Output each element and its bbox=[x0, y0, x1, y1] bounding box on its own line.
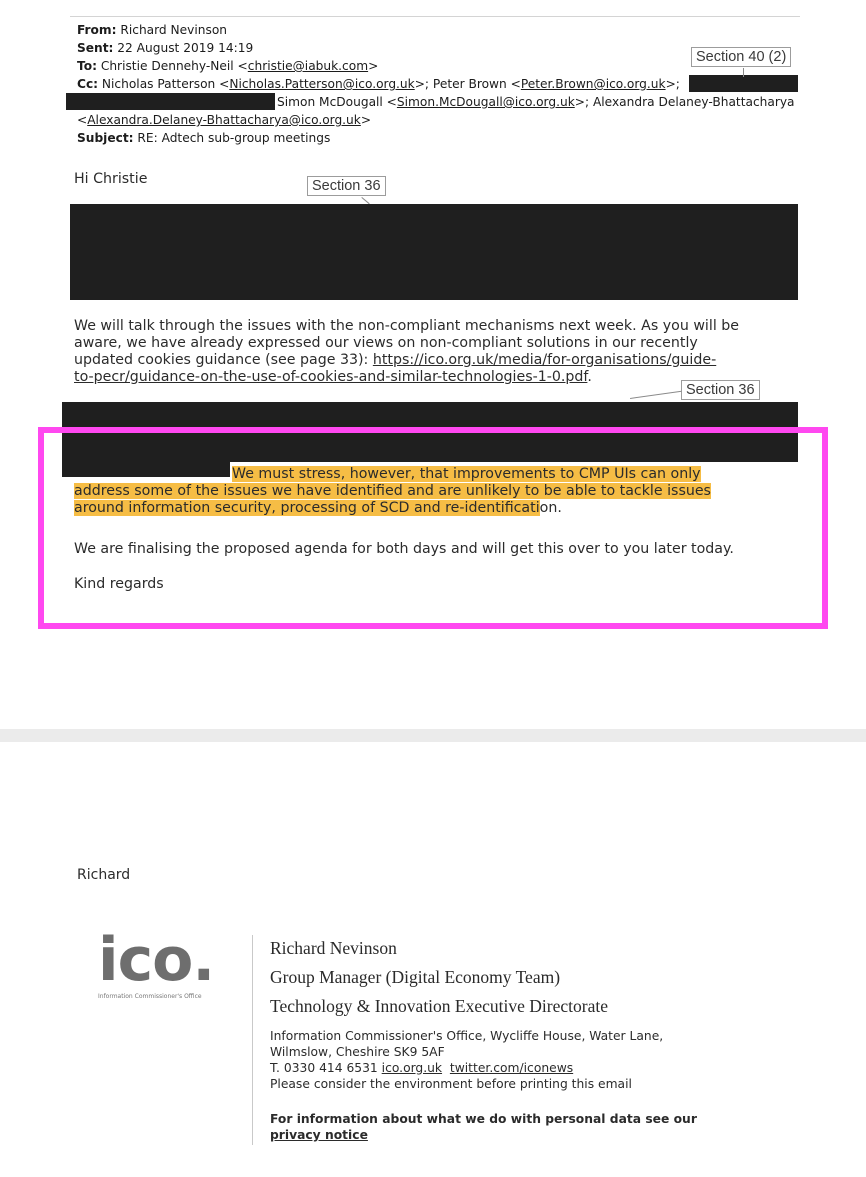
cc-3-close: >; Alexandra Delaney-Bhattacharya bbox=[574, 95, 795, 109]
cc-line bbox=[77, 75, 680, 93]
cc-4-email-link[interactable]: Alexandra.Delaney-Bhattacharya@ico.org.uk bbox=[87, 113, 361, 127]
to-close: > bbox=[368, 59, 379, 73]
highlighted-paragraph bbox=[74, 466, 804, 517]
signature-first-name: Richard bbox=[77, 867, 131, 883]
sent-label: Sent: bbox=[77, 41, 114, 55]
redaction-cc-a bbox=[689, 75, 798, 92]
address-line-1: Information Commissioner's Office, Wycliffe House, Water Lane, bbox=[270, 1029, 664, 1043]
cc-label: Cc: bbox=[77, 77, 99, 91]
subject-label: Subject: bbox=[77, 131, 134, 145]
para1-line-1: We will talk through the issues with the non-compliant mechanisms next week. As you will be bbox=[74, 318, 740, 334]
sent-value: 22 August 2019 14:19 bbox=[117, 41, 254, 55]
hl-line-1-text: We must stress, however, that improvements to CMP UIs can only bbox=[232, 466, 701, 482]
signature-contact-block bbox=[270, 1028, 663, 1092]
phone-number: T. 0330 414 6531 bbox=[270, 1061, 382, 1075]
para1-line-3-text: updated cookies guidance (see page 33): bbox=[74, 352, 373, 368]
address-line-2: Wilmslow, Cheshire SK9 5AF bbox=[270, 1045, 445, 1059]
cc-line-2 bbox=[277, 93, 795, 111]
to-email-link[interactable]: christie@iabuk.com bbox=[247, 59, 369, 73]
subject-line bbox=[77, 129, 330, 147]
twitter-link[interactable]: twitter.com/iconews bbox=[449, 1061, 574, 1075]
cc-line-3 bbox=[77, 111, 371, 129]
to-line bbox=[77, 57, 378, 75]
cc-1-email-link[interactable]: Nicholas.Patterson@ico.org.uk bbox=[229, 77, 415, 91]
cc-4-open: < bbox=[77, 113, 88, 127]
ico-logo bbox=[98, 925, 228, 1010]
from-value: Richard Nevinson bbox=[120, 23, 228, 37]
hl-line-3 bbox=[74, 500, 804, 517]
from-line bbox=[77, 21, 227, 39]
section-36-tag-a: Section 36 bbox=[307, 176, 386, 196]
redaction-cc-b bbox=[66, 93, 275, 110]
hl-line-1 bbox=[74, 466, 804, 483]
redaction-block-2 bbox=[62, 402, 798, 462]
to-name: Christie Dennehy-Neil < bbox=[100, 59, 248, 73]
redaction-block-1 bbox=[70, 204, 798, 300]
page-gap bbox=[0, 729, 866, 742]
section-40-tag: Section 40 (2) bbox=[691, 47, 791, 67]
cc-1-name: Nicholas Patterson < bbox=[101, 77, 230, 91]
cc-2-close: >; bbox=[665, 77, 680, 91]
cc-2-email-link[interactable]: Peter.Brown@ico.org.uk bbox=[520, 77, 666, 91]
cc-4-close: > bbox=[360, 113, 372, 127]
subject-value: RE: Adtech sub-group meetings bbox=[137, 131, 331, 145]
to-label: To: bbox=[77, 59, 97, 73]
hl-line-2-text: address some of the issues we have identified and are unlikely to be able to tackle issues bbox=[74, 483, 711, 499]
cookies-guidance-link-b[interactable]: to-pecr/guidance-on-the-use-of-cookies-and-similar-technologies-1-0.pdf bbox=[74, 369, 588, 385]
hl-line-2 bbox=[74, 483, 804, 500]
para1-line-3 bbox=[74, 352, 804, 369]
signature-title: Group Manager (Digital Economy Team) bbox=[270, 967, 561, 987]
from-label: From: bbox=[77, 23, 117, 37]
section-40-leader bbox=[743, 68, 744, 77]
ico-website-link[interactable]: ico.org.uk bbox=[381, 1061, 443, 1075]
section-36-leader-b bbox=[630, 391, 682, 399]
paragraph-1 bbox=[74, 318, 804, 386]
signature-divider bbox=[252, 935, 253, 1145]
greeting: Hi Christie bbox=[74, 171, 148, 187]
para1-end: . bbox=[587, 369, 592, 385]
cookies-guidance-link-a[interactable]: https://ico.org.uk/media/for-organisations/guide- bbox=[372, 352, 717, 368]
signature-name: Richard Nevinson bbox=[270, 938, 397, 958]
sent-line bbox=[77, 39, 253, 57]
privacy-block bbox=[270, 1111, 697, 1143]
paragraph-3: We are finalising the proposed agenda for both days and will get this over to you later today. bbox=[74, 541, 734, 557]
ico-logo-subtitle: Information Commissioner's Office bbox=[98, 993, 202, 1000]
cc-3-name: Simon McDougall < bbox=[277, 95, 397, 109]
phone-line bbox=[270, 1060, 663, 1076]
cc-1-close: >; Peter Brown < bbox=[414, 77, 521, 91]
closing: Kind regards bbox=[74, 576, 164, 592]
section-36-tag-b: Section 36 bbox=[681, 380, 760, 400]
environment-note: Please consider the environment before printing this email bbox=[270, 1077, 632, 1091]
hl-line-3-text: around information security, processing of SCD and re-identificati bbox=[74, 500, 540, 516]
para1-line-2: aware, we have already expressed our views on non-compliant solutions in our recently bbox=[74, 335, 698, 351]
page-top-rule bbox=[70, 16, 800, 17]
hl-line-3-rest: on. bbox=[539, 500, 562, 516]
privacy-notice-link[interactable]: privacy notice bbox=[270, 1128, 368, 1142]
privacy-line: For information about what we do with personal data see our bbox=[270, 1112, 697, 1126]
cc-3-email-link[interactable]: Simon.McDougall@ico.org.uk bbox=[396, 95, 575, 109]
ico-logo-text: ico. bbox=[98, 925, 215, 995]
signature-directorate: Technology & Innovation Executive Directorate bbox=[270, 996, 608, 1016]
